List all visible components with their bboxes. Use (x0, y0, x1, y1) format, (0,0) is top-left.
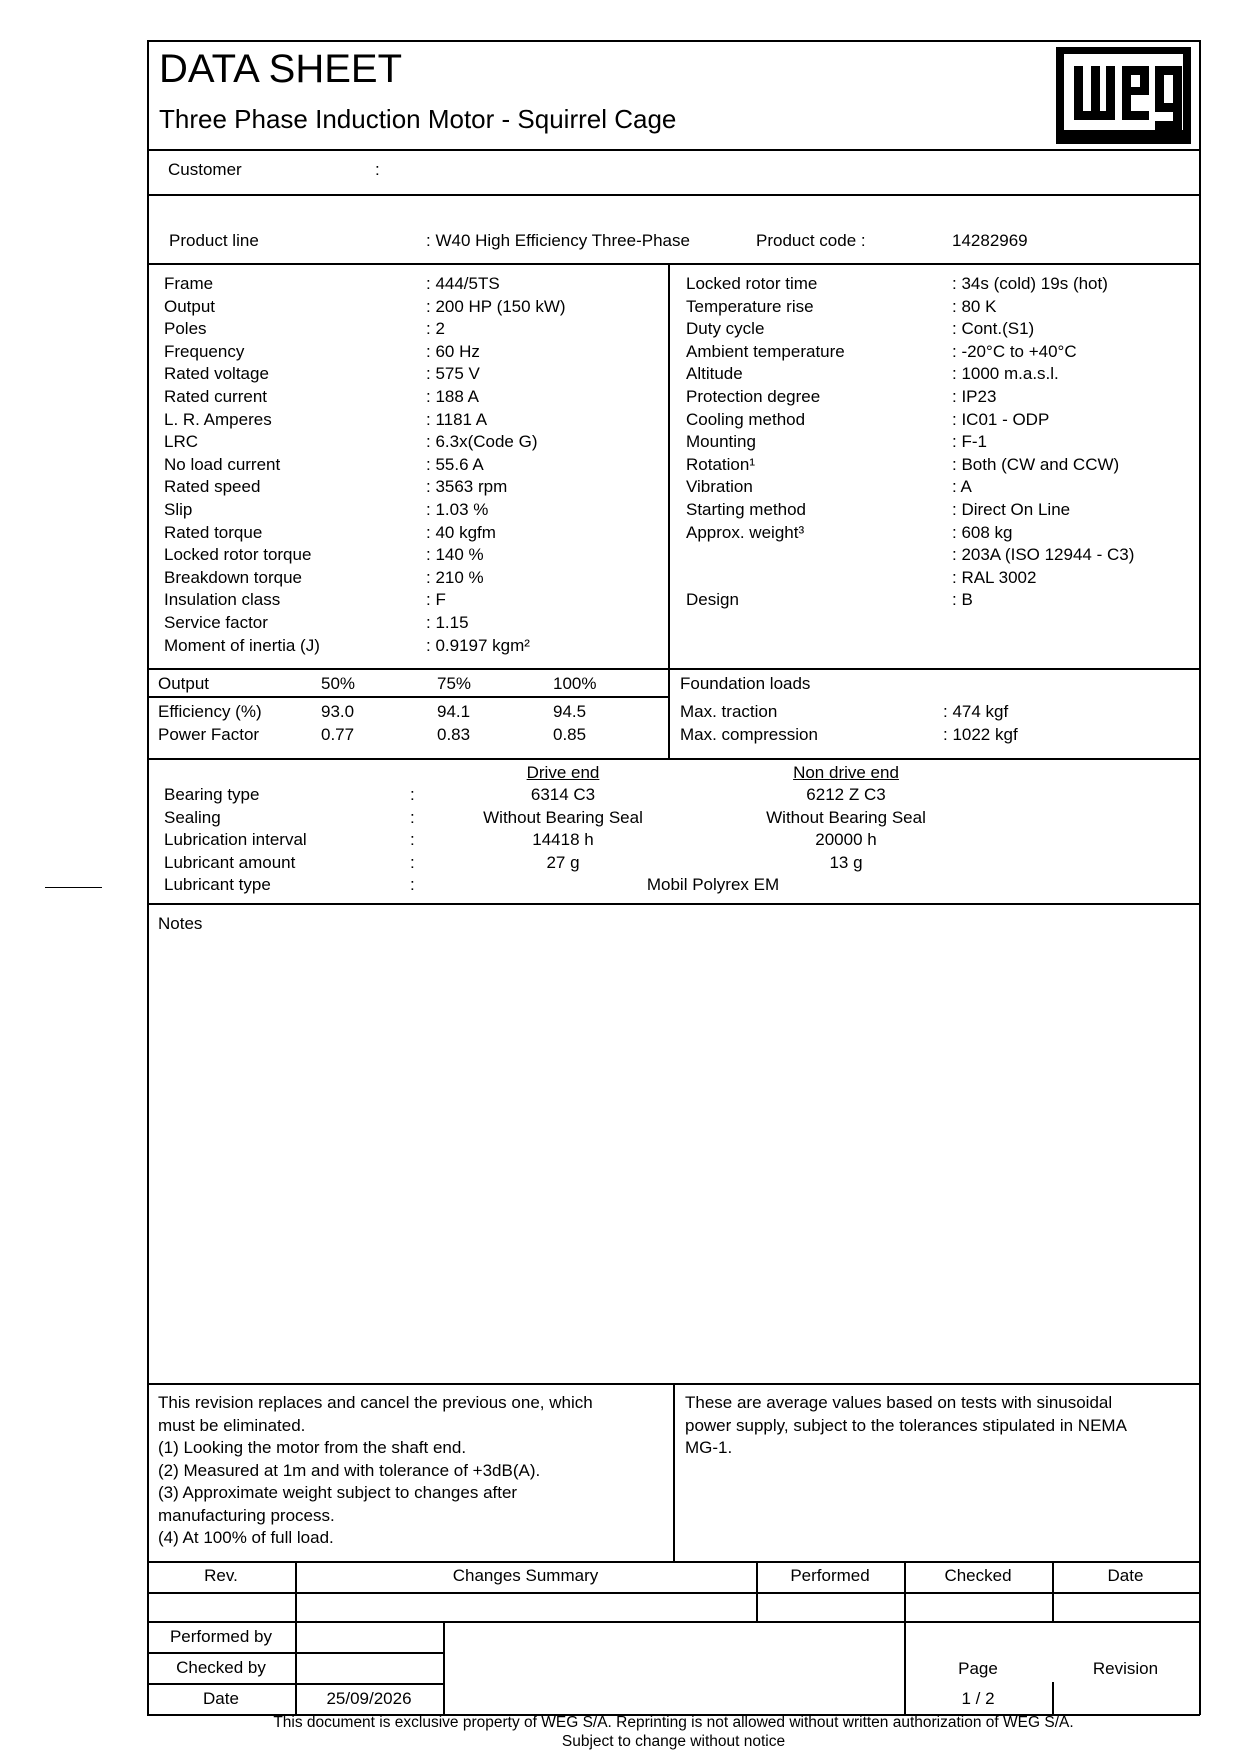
performance-header-50: 50% (321, 674, 356, 693)
divider-product (147, 263, 1200, 265)
spec-label: Rated current (164, 387, 267, 406)
spec-label: Slip (164, 500, 193, 519)
spec-label: Rated speed (164, 477, 261, 497)
spec-label: Ambient temperature (686, 341, 845, 361)
divider-remarks (147, 1561, 1200, 1563)
efficiency-50: 93.0 (321, 702, 355, 721)
remark-line: (1) Looking the motor from the shaft end. (158, 1438, 467, 1457)
bearing-row-non-drive-end: 20000 h (815, 830, 877, 849)
spec-value: : 575 V (426, 364, 480, 384)
remark-line: (4) At 100% of full load. (158, 1528, 334, 1547)
spec-label: Locked rotor torque (164, 545, 312, 565)
lubricant-type-separator: : (410, 875, 415, 894)
spec-value: : F (426, 590, 446, 610)
remark-line: must be eliminated. (158, 1415, 306, 1435)
performance-header-100: 100% (553, 674, 597, 693)
signoff-row-1 (147, 1652, 443, 1654)
signoff-col-4 (1052, 1682, 1054, 1714)
remarks-column-divider (673, 1383, 675, 1562)
date-value: 25/09/2026 (326, 1689, 412, 1708)
spec-value: : 140 % (426, 545, 484, 565)
weg-logo (1056, 47, 1191, 144)
power-factor-50: 0.77 (321, 725, 355, 744)
spec-label: Poles (164, 319, 207, 339)
bearing-row-label: Lubrication interval (164, 830, 307, 849)
checked-by-label: Checked by (176, 1658, 266, 1677)
frame-right-border (1199, 40, 1201, 1715)
signoff-row-2 (147, 1683, 443, 1685)
revision-header-date: Date (1107, 1566, 1144, 1585)
spec-label: Frame (164, 274, 214, 293)
page-value: 1 / 2 (961, 1689, 995, 1708)
spec-label: Moment of inertia (J) (164, 635, 320, 655)
divider-customer (147, 194, 1200, 196)
remark-line: manufacturing process. (158, 1505, 335, 1525)
foundation-compression-value: : 1022 kgf (943, 725, 1018, 744)
footer-notice: This document is exclusive property of WEG S/A. Reprinting is not allowed without written authorization of WEG S/A. (273, 1714, 1074, 1731)
spec-label: Temperature rise (686, 296, 814, 316)
spec-label: Mounting (686, 432, 756, 452)
spec-label: Output (164, 296, 216, 316)
spec-value: : IC01 - ODP (952, 409, 1050, 429)
spec-value: : F-1 (952, 432, 987, 452)
product-line-label: Product line (169, 231, 259, 250)
foundation-compression-label: Max. compression (680, 725, 818, 744)
spec-value: : 444/5TS (426, 274, 500, 293)
revision-header-checked: Checked (944, 1566, 1012, 1585)
spec-label: Altitude (686, 364, 743, 384)
spec-value: : IP23 (952, 387, 997, 406)
spec-value: : 2 (426, 319, 445, 339)
bearing-non-drive-end-header: Non drive end (793, 763, 899, 782)
power-factor-75: 0.83 (437, 725, 471, 744)
spec-label: No load current (164, 454, 281, 474)
spec-label: Rated voltage (164, 364, 269, 384)
spec-value: : 188 A (426, 387, 479, 406)
spec-label: Rated torque (164, 522, 263, 542)
bearing-row-drive-end: 14418 h (532, 830, 594, 849)
date-label: Date (203, 1689, 239, 1708)
bearing-row-drive-end: Without Bearing Seal (483, 807, 643, 827)
footer-subject-to-change: Subject to change without notice (561, 1733, 786, 1750)
revision-header-performed: Performed (790, 1566, 870, 1585)
lubricant-type-value: Mobil Polyrex EM (646, 875, 780, 894)
remark-line: MG-1. (685, 1438, 733, 1457)
foundation-traction-label: Max. traction (680, 702, 778, 721)
customer-label: Customer (168, 160, 242, 179)
bearing-row-separator: : (410, 807, 415, 827)
bearing-row-separator: : (410, 830, 415, 849)
customer-separator: : (375, 160, 380, 179)
bearing-row-separator: : (410, 852, 415, 872)
spec-label: Design (686, 590, 739, 610)
lubricant-type-label: Lubricant type (164, 875, 271, 894)
foundation-title: Foundation loads (680, 674, 811, 693)
spec-value: : A (952, 477, 972, 497)
spec-label: LRC (164, 432, 199, 452)
bearing-row-label: Bearing type (164, 785, 260, 804)
spec-value: : 60 Hz (426, 341, 480, 361)
divider-bearings (147, 903, 1200, 905)
efficiency-label: Efficiency (%) (158, 702, 262, 721)
power-factor-100: 0.85 (553, 725, 587, 744)
spec-label: L. R. Amperes (164, 409, 272, 429)
divider-specs (147, 668, 1200, 670)
spec-value: : 0.9197 kgm² (426, 635, 530, 655)
performance-header-output: Output (158, 674, 210, 693)
spec-label: Starting method (686, 500, 807, 519)
specs-column-divider (668, 263, 670, 759)
foundation-traction-value: : 474 kgf (943, 702, 1009, 721)
bearing-row-drive-end: 27 g (546, 852, 580, 872)
spec-value: : 200 HP (150 kW) (426, 296, 566, 316)
divider-revision-header (147, 1592, 1200, 1594)
remark-line: These are average values based on tests with sinusoidal (685, 1393, 1113, 1412)
spec-value: : 3563 rpm (426, 477, 508, 497)
spec-value: : 1181 A (426, 409, 488, 429)
document-subtitle: Three Phase Induction Motor - Squirrel Cage (159, 104, 677, 134)
spec-value: : 40 kgfm (426, 522, 496, 542)
remark-line: (3) Approximate weight subject to changes after (158, 1483, 518, 1502)
spec-value: : Direct On Line (952, 500, 1071, 519)
spec-value: : 608 kg (952, 522, 1013, 542)
efficiency-75: 94.1 (437, 702, 471, 721)
bearing-row-drive-end: 6314 C3 (530, 785, 596, 804)
frame-top-border (147, 40, 1200, 42)
notes-label: Notes (158, 914, 203, 933)
spec-value: : Both (CW and CCW) (952, 454, 1120, 474)
spec-label: Insulation class (164, 590, 281, 610)
product-code-value: 14282969 (952, 231, 1028, 250)
spec-label: Rotation¹ (686, 454, 755, 474)
spec-value: : 1.15 (426, 613, 469, 632)
divider-performance (147, 758, 1200, 760)
performance-header-75: 75% (437, 674, 472, 693)
divider-header (147, 149, 1200, 151)
bearing-row-non-drive-end: Without Bearing Seal (766, 807, 926, 827)
spec-value: : Cont.(S1) (952, 319, 1035, 339)
bearing-row-non-drive-end: 13 g (829, 852, 863, 872)
bearing-drive-end-header: Drive end (526, 763, 600, 782)
spec-label: Locked rotor time (686, 274, 818, 293)
spec-value: : 1000 m.a.s.l. (952, 364, 1059, 384)
power-factor-label: Power Factor (158, 725, 260, 744)
weg-logo-mark (1056, 47, 1191, 144)
revision-header-changes: Changes Summary (452, 1566, 599, 1585)
spec-label: Breakdown torque (164, 567, 302, 587)
remark-line: This revision replaces and cancel the previous one, which (158, 1393, 593, 1412)
spec-label: Approx. weight³ (686, 522, 805, 542)
product-line-value: : W40 High Efficiency Three-Phase (426, 231, 690, 250)
spec-label: Vibration (686, 477, 753, 497)
margin-mark (45, 887, 102, 888)
spec-value: : 203A (ISO 12944 - C3) (952, 545, 1135, 565)
spec-value: : 1.03 % (426, 500, 489, 519)
spec-label: Service factor (164, 613, 268, 632)
bearing-row-label: Lubricant amount (164, 852, 296, 872)
spec-value: : -20°C to +40°C (952, 341, 1077, 361)
page-label: Page (958, 1659, 998, 1678)
spec-label: Cooling method (686, 409, 806, 429)
revision-header-rev: Rev. (204, 1566, 238, 1585)
spec-value: : RAL 3002 (952, 567, 1037, 587)
efficiency-100: 94.5 (553, 702, 587, 721)
spec-label: Frequency (164, 341, 245, 361)
bearing-row-non-drive-end: 6212 Z C3 (806, 785, 886, 804)
frame-left-border (147, 40, 149, 1715)
bearing-row-separator: : (410, 785, 415, 804)
spec-value: : 210 % (426, 567, 484, 587)
revision-label: Revision (1092, 1659, 1159, 1678)
remark-line: power supply, subject to the tolerances stipulated in NEMA (685, 1415, 1127, 1435)
signoff-col-2 (443, 1621, 445, 1714)
product-code-label: Product code : (756, 231, 866, 250)
spec-value: : 80 K (952, 296, 997, 316)
performed-by-label: Performed by (169, 1627, 273, 1646)
spec-label: Duty cycle (686, 319, 765, 339)
remark-line: (2) Measured at 1m and with tolerance of +3dB(A). (158, 1460, 541, 1480)
spec-value: : B (952, 590, 973, 610)
document-title: DATA SHEET (159, 47, 403, 91)
spec-value: : 6.3x(Code G) (426, 432, 538, 452)
spec-value: : 55.6 A (426, 454, 484, 474)
divider-performance-header (147, 696, 668, 698)
bearing-row-label: Sealing (164, 807, 221, 827)
spec-label: Protection degree (686, 387, 821, 406)
spec-value: : 34s (cold) 19s (hot) (952, 274, 1108, 293)
divider-revision-table (147, 1621, 1200, 1623)
